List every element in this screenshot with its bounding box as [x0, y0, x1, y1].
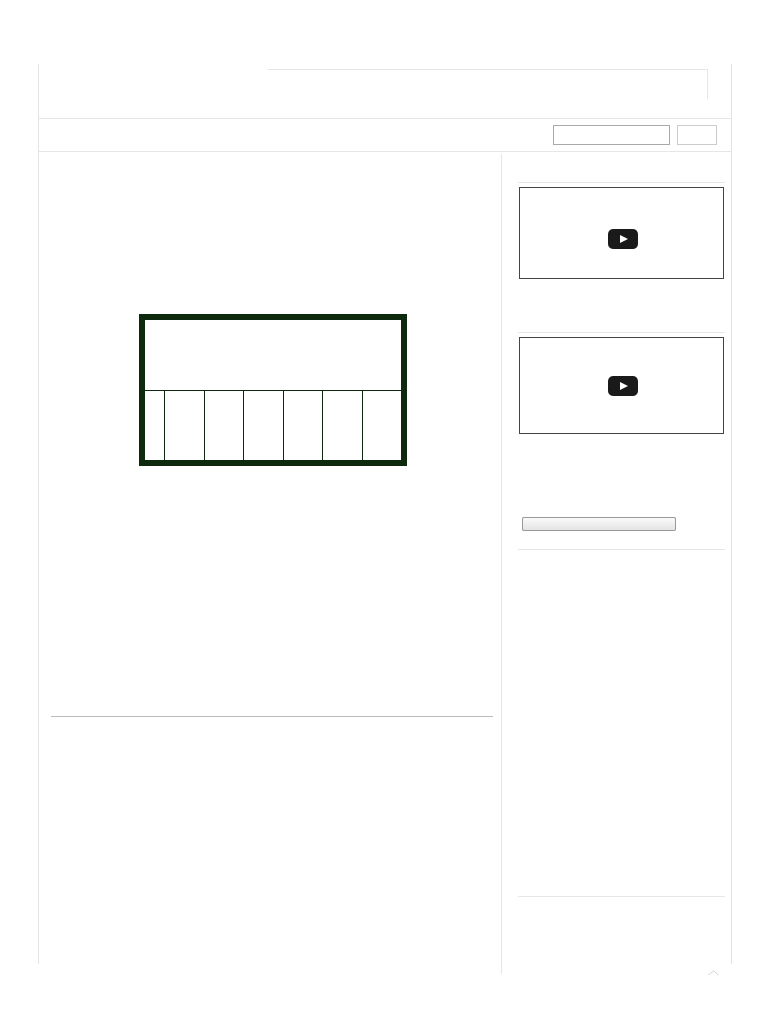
play-icon[interactable] — [608, 229, 638, 249]
table-header-row — [145, 390, 402, 461]
sidebar-divider — [518, 182, 725, 183]
play-icon[interactable] — [608, 376, 638, 396]
section-divider — [51, 716, 493, 717]
facebook-message-button[interactable] — [522, 517, 676, 531]
sidebar-divider — [518, 896, 725, 897]
col-header — [362, 390, 402, 461]
scroll-up-icon[interactable]: ︿ — [708, 965, 719, 977]
search-input[interactable] — [553, 125, 670, 145]
col-header — [244, 390, 284, 461]
col-header — [165, 390, 205, 461]
col-header — [204, 390, 244, 461]
q2-options — [38, 798, 338, 878]
electron-configs — [38, 922, 338, 962]
youtube-video-1[interactable] — [519, 187, 724, 279]
search-button[interactable] — [677, 125, 717, 145]
youtube-video-2[interactable] — [519, 337, 724, 434]
table-title — [145, 320, 402, 391]
ionization-table — [139, 314, 407, 466]
sidebar-divider — [518, 549, 725, 550]
q1-options — [38, 512, 338, 592]
top-nav — [0, 44, 768, 53]
q1-discussion — [38, 618, 498, 714]
header-banner — [268, 69, 708, 99]
col-header — [323, 390, 363, 461]
main-menu — [38, 118, 732, 152]
sidebar-divider — [518, 332, 725, 333]
post-main — [38, 154, 502, 974]
col-header — [283, 390, 323, 461]
